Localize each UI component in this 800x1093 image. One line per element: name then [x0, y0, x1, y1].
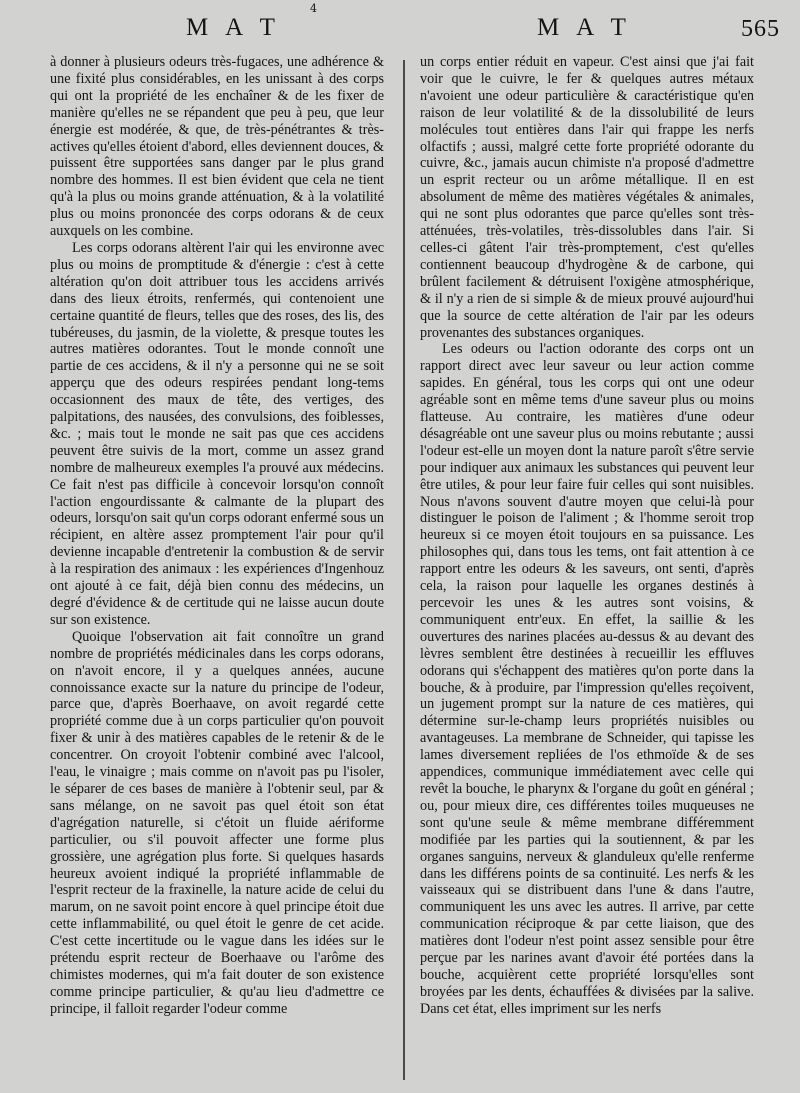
running-head-right: M A T — [537, 14, 632, 41]
top-mark: 4 — [310, 2, 317, 15]
column-divider — [403, 60, 405, 1080]
paragraph: Les odeurs ou l'action odorante des corps ont un rapport direct avec leur saveur ou leur action comme sapides. En général, tous les corps qui ont une odeur agréable sont en même tems d'une saveur plus ou moins flatteuse. Au contraire, les matières d'une odeur désagréable ont une saveur plus ou moins rebutante ; aussi l'odeur est-elle un moyen dont la nature paroît s'être servie pour indiquer aux animaux les substances qui peuvent leur être utiles, & pour leur faire fuir celles qui sont nuisibles. Nous n'avons souvent d'autre moyen que celui-là pour distinguer le poison de l'aliment ; & l'homme seroit trop heureux si ce moyen étoit toujours en sa puissance. Les philosophes qui, dans tous les tems, ont fait attention à ce rapport entre les odeurs & les saveurs, ont senti, d'après cela, la raison pour laquelle les organes destinés à percevoir les unes & les autres sont voisins, & communiquent entr'eux. En effet, la saillie & les ouvertures des narines placées au-dessus & au devant des lèvres semblent être destinées à recueillir les effluves odorans qui s'échappent des matières qu'on porte dans la bouche, & à produire, par l'impression qu'elles reçoivent, un jugement prompt sur la nature de ces matières, qui détermine sur-le-champ leurs propriétés nuisibles ou avantageuses. La membrane de Schneider, qui tapisse les lames diversement repliées de l'os ethmoïde & de ses appendices, communique immédiatement avec celle qui revêt la bouche, le pharynx & l'organe du goût en général ; ou, pour mieux dire, ces différentes toiles muqueuses ne sont qu'une seule & même membrane différemment modifiée par les parties qui la soutiennent, & par les organes sanguins, nerveux & glanduleux qu'elle renferme dans les différens points de sa continuité. Les nerfs & les vaisseaux qui se distribuent dans l'une & dans l'autre, communiquent les uns avec les autres. Il arrive, par cette communication réciproque & par cette liaison, que des matières dont l'odeur n'est point assez sensible pour être perçue par les narines avant d'avoir été portées dans la bouche, acquièrent cette propriété lorsqu'elles sont broyées par les dents, échauffées & divisées par la salive. Dans cet état, elles impriment sur les nerfs — [420, 341, 754, 1017]
paragraph: un corps entier réduit en vapeur. C'est ainsi que j'ai fait voir que le cuivre, le fer & quelques autres métaux n'avoient une odeur particulière & caractéristique qu'en raison de leur volatilité & de la dissolubilité de leurs molécules tout entières dans l'air qui frappe les nerfs olfactifs ; aussi, malgré cette forte propriété odorante du cuivre, &c., jamais aucun chimiste n'a proposé d'admettre un esprit recteur ou un arôme métallique. Il en est absolument de même des matières végétales & animales, qui ne sont plus odorantes que parce qu'elles sont très-atténuées, très-volatiles, très-dissolubles dans l'air. Si celles-ci gâtent l'air très-promptement, c'est qu'elles contiennent beaucoup d'hydrogène & de carbone, qui brûlent facilement & détruisent l'oxigène atmosphérique, & il n'y a rien de si simple & de mieux prouvé aujourd'hui que la source de cette altération de l'air par les odeurs provenantes des substances organiques. — [420, 54, 754, 341]
paragraph: Les corps odorans altèrent l'air qui les environne avec plus ou moins de promptitude & d'énergie : c'est à cette altération qu'on doit attribuer tous les accidens arrivés dans des lieux étroits, renfermés, qui contenoient une certaine quantité de fleurs, telles que des roses, des lis, des tubéreuses, du jasmin, de la violette, & presque toutes les autres matières odorantes. Tout le monde connoît une partie de ces accidens, & il n'y a personne qui ne se soit apperçu que des odeurs respirées pendant long-tems occasionnent des maux de tête, des vertiges, des palpitations, des nausées, des convulsions, des foiblesses, &c. ; mais tout le monde ne sait pas que ces accidens peuvent être suivis de la mort, comme un assez grand nombre de malheureux exemples l'a prouvé aux médecins. Ce fait n'est pas difficile à concevoir lorsqu'on connoît l'action engourdissante & calmante de la plupart des odeurs, lorsqu'on sait qu'un corps odorant enfermé sous un récipient, en altère assez promptement l'air pour qu'il devienne incapable d'entretenir la combustion & de servir à la respiration des animaux : les expériences d'Ingenhouz ont ajouté à ce fait, déjà bien connu des médecins, un degré d'évidence & de certitude qui ne laisse aucun doute sur son existence. — [50, 239, 384, 628]
running-head-left: M A T — [186, 14, 281, 41]
paragraph: Quoique l'observation ait fait connoître un grand nombre de propriétés médicinales dans les corps odorans, on n'avoit encore, il y a quelques années, aucune connoissance exacte sur la nature du principe de l'odeur, parce que, d'après Boerhaave, on avoit regardé cette propriété comme due à un corps particulier qu'on pouvoit fixer & unir à des matières capables de le retenir & de le concentrer. On croyoit l'obtenir combiné avec l'alcool, l'eau, le vinaigre ; mais comme on n'avoit pas pu l'isoler, le séparer de ces bases de manière à l'obtenir seul, par & sans mélange, on ne savoit pas quel étoit son état d'agrégation naturelle, si c'étoit un fluide aériforme particulier, ou s'il pouvoit affecter une forme plus grossière, une agrégation plus forte. Si quelques hasards heureux avoient indiqué la propriété inflammable de l'esprit recteur de la fraxinelle, la nature acide de celui du marum, on ne savoit point encore à quel principe étoit due cette inflammabilité, ou quel étoit le genre de cet acide. C'est cette incertitude ou le vague dans les idées sur le prétendu esprit recteur de Boerhaave ou l'arôme des chimistes modernes, qui m'a fait douter de son existence comme principe particulier, & qu'au lieu d'admettre ce principe, il falloit regarder l'odeur comme — [50, 628, 384, 1017]
left-column — [50, 54, 384, 1018]
right-column — [420, 54, 754, 1018]
page-number: 565 — [741, 16, 780, 42]
paragraph: à donner à plusieurs odeurs très-fugaces, une adhérence & une fixité plus considérables, en les unissant à des corps qui ont la propriété de les enchaîner & de les fixer de manière qu'elles ne se répandent que peu à peu, que leur énergie est modérée, & que, de très-pénétrantes & très-actives qu'elles étoient d'abord, elles deviennent douces, & puissent être supportées sans danger par le plus grand nombre des hommes. Il est bien évident que cela ne tient qu'à la plus ou moins grande atténuation, & à la volatilité plus ou moins prononcée des corps odorans & de ceux auxquels on les combine. — [50, 54, 384, 240]
